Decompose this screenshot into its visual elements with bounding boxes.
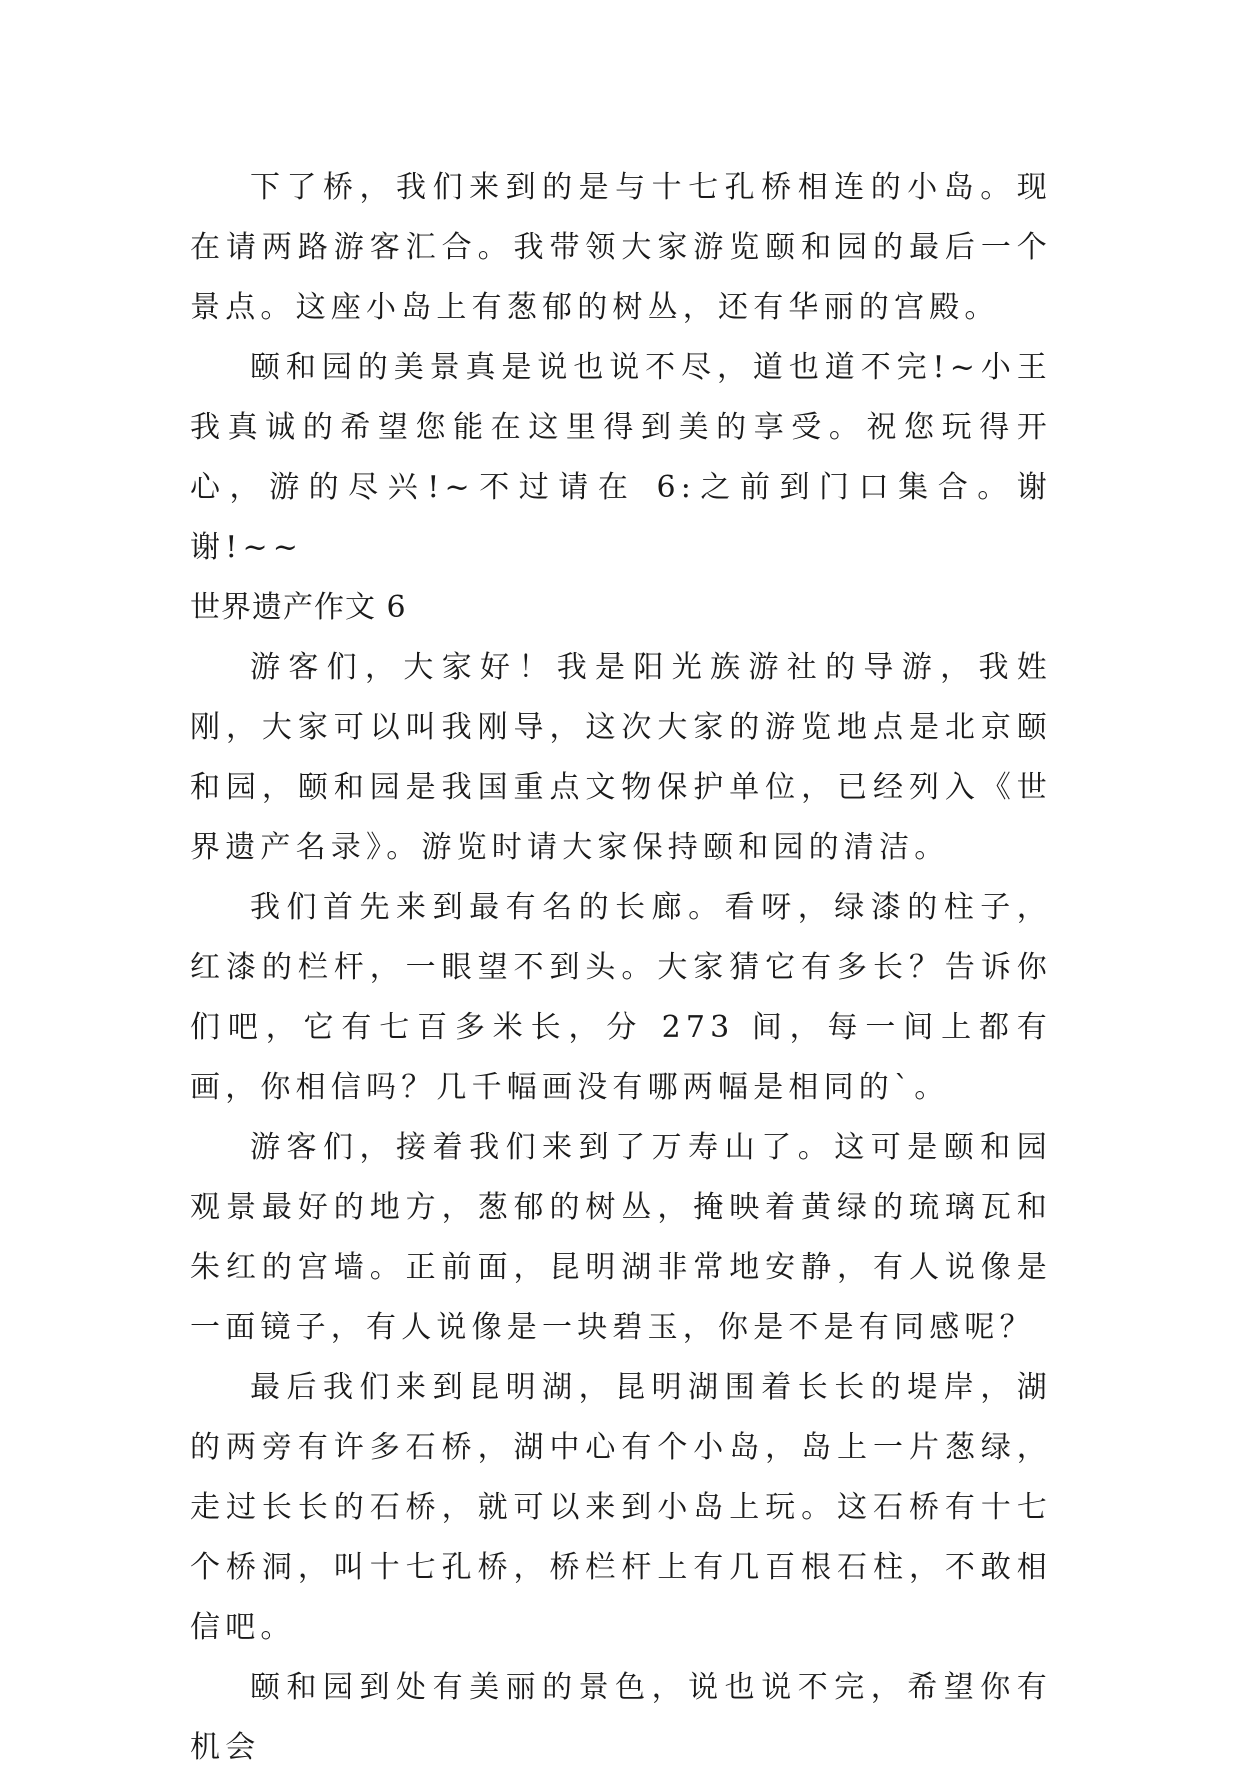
paragraph-longevity-hill: 游客们，接着我们来到了万寿山了。这可是颐和园观景最好的地方，葱郁的树丛，掩映着黄绿的琉璃瓦和朱红的宫墙。正前面，昆明湖非常地安静，有人说像是一面镜子，有人说像是一块碧玉，你是不是有同感呢？ bbox=[190, 1130, 1052, 1345]
paragraph-long-corridor: 我们首先来到最有名的长廊。看呀，绿漆的柱子，红漆的栏杆，一眼望不到头。大家猜它有多长？告诉你们吧，它有七百多米长，分 273 间，每一间上都有画，你相信吗？几千幅画没有哪两幅是相同的`。 bbox=[190, 890, 1052, 1105]
paragraph-closing: 颐和园到处有美丽的景色，说也说不完，希望你有机会 bbox=[190, 1670, 1052, 1765]
section-title: 世界遗产作文 6 bbox=[190, 590, 407, 625]
paragraph-greeting: 游客们，大家好！我是阳光族游社的导游，我姓刚，大家可以叫我刚导，这次大家的游览地点是北京颐和园，颐和园是我国重点文物保护单位，已经列入《世界遗产名录》。游览时请大家保持颐和园的清洁。 bbox=[190, 650, 1052, 865]
document-body bbox=[190, 158, 1052, 1778]
paragraph-kunming-lake: 最后我们来到昆明湖，昆明湖围着长长的堤岸，湖的两旁有许多石桥，湖中心有个小岛，岛上一片葱绿，走过长长的石桥，就可以来到小岛上玩。这石桥有十七个桥洞，叫十七孔桥，桥栏杆上有几百根石柱，不敢相信吧。 bbox=[190, 1370, 1052, 1645]
paragraph-farewell: 颐和园的美景真是说也说不尽，道也道不完!~小王我真诚的希望您能在这里得到美的享受。祝您玩得开心，游的尽兴!~不过请在 6:之前到门口集合。谢谢!~~ bbox=[190, 350, 1052, 565]
paragraph-bridge-island: 下了桥，我们来到的是与十七孔桥相连的小岛。现在请两路游客汇合。我带领大家游览颐和园的最后一个景点。这座小岛上有葱郁的树丛，还有华丽的宫殿。 bbox=[190, 170, 1052, 325]
